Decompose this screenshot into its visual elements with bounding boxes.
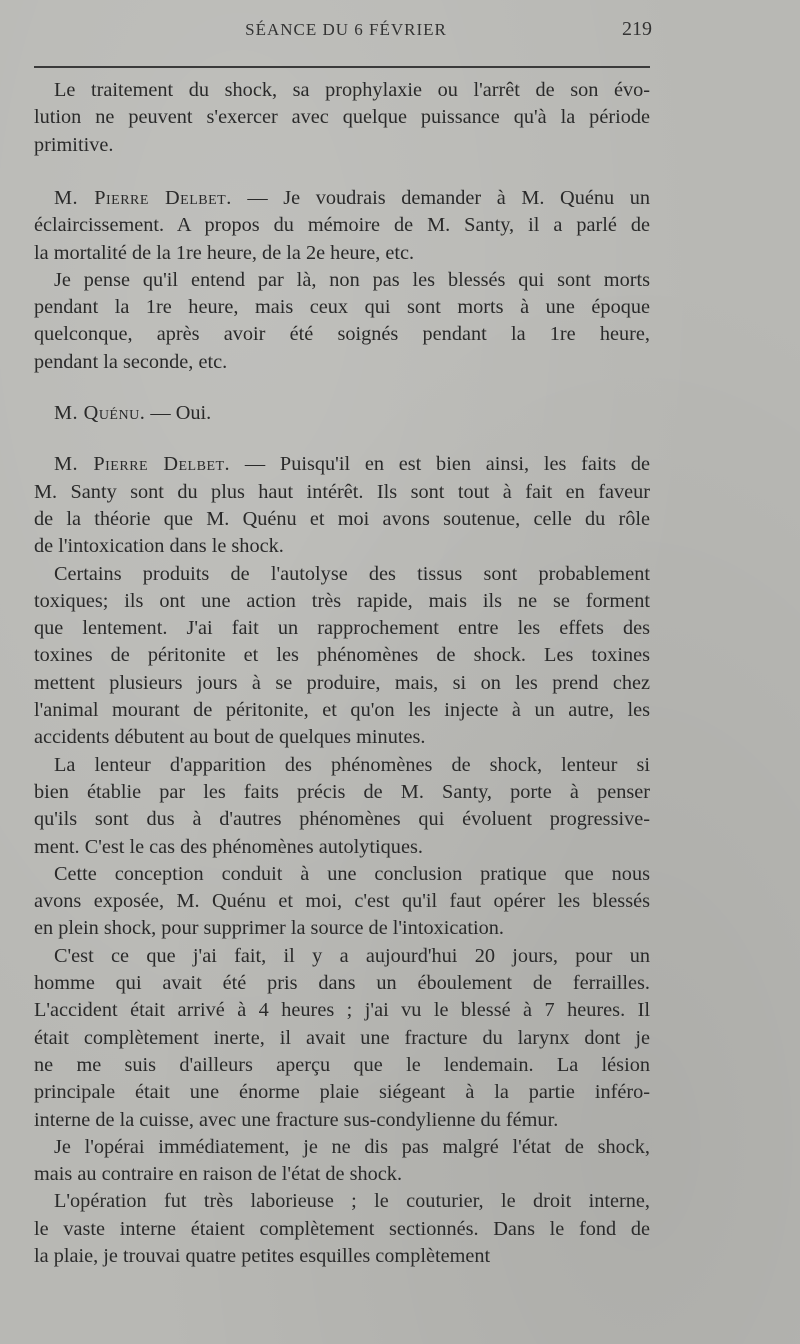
text-line: toxiques; ils ont une action très rapide, mais ils ne se forment xyxy=(34,589,650,612)
text-line: la plaie, je trouvai quatre petites esquilles complètement xyxy=(34,1245,491,1267)
text-line: qu'ils sont dus à d'autres phénomènes qui évoluent progressive- xyxy=(34,808,650,831)
text-line: Certains produits de l'autolyse des tissus sont probablement xyxy=(54,562,650,585)
text-line xyxy=(54,185,650,212)
text-line: de l'intoxication dans le shock. xyxy=(34,535,284,558)
text-line: L'accident était arrivé à 4 heures ; j'ai vu le blessé à 7 heures. Il xyxy=(34,999,650,1022)
body-text xyxy=(34,77,650,1270)
text-line: pendant la 1re heure, mais ceux qui sont morts à une époque xyxy=(34,296,650,319)
text-line: interne de la cuisse, avec une fracture sus-condylienne du fémur. xyxy=(34,1108,559,1131)
page-header xyxy=(36,18,656,48)
speech-text: — Je voudrais demander à M. Quénu un xyxy=(231,186,650,209)
text-line: Je l'opérai immédiatement, je ne dis pas malgré l'état de shock, xyxy=(54,1135,650,1158)
speech-text: — Oui. xyxy=(145,402,212,424)
text-line: ne me suis d'ailleurs aperçu que le lendemain. La lésion xyxy=(34,1053,650,1076)
text-line: La lenteur d'apparition des phénomènes de shock, lenteur si xyxy=(54,753,650,776)
text-line: Le traitement du shock, sa prophylaxie ou l'arrêt de son évo- xyxy=(54,79,650,101)
speech-text: — Puisqu'il en est bien ainsi, les faits de xyxy=(230,453,650,476)
text-line: Cette conception conduit à une conclusion pratique que nous xyxy=(54,862,650,885)
text-line xyxy=(54,400,650,427)
text-line: que lentement. J'ai fait un rapprochement entre les effets des xyxy=(34,617,650,640)
text-line: la mortalité de la 1re heure, de la 2e heure, etc. xyxy=(34,241,415,264)
text-line: bien établie par les faits précis de M. Santy, porte à penser xyxy=(34,780,650,803)
text-line: primitive. xyxy=(34,133,114,156)
text-line: L'opération fut très laborieuse ; le couturier, le droit interne, xyxy=(54,1190,650,1213)
text-line: toxines de péritonite et les phénomènes de shock. Les toxines xyxy=(34,644,650,667)
speaker-name: M. Pierre Delbet. xyxy=(54,453,231,476)
text-line: l'animal mourant de péritonite, et qu'on les injecte à un autre, les xyxy=(34,699,650,721)
text-line: C'est ce que j'ai fait, il y a aujourd'hui 20 jours, pour un xyxy=(54,944,650,967)
text-line xyxy=(54,451,650,478)
text-line: quelconque, après avoir été soignés pendant la 1re heure, xyxy=(34,323,650,346)
text-line: ment. C'est le cas des phénomènes autolytiques. xyxy=(34,835,423,858)
header-rule xyxy=(34,66,650,68)
text-line: éclaircissement. A propos du mémoire de M. Santy, il a parlé de xyxy=(34,214,650,237)
text-line: Je pense qu'il entend par là, non pas les blessés qui sont morts xyxy=(54,268,650,291)
running-title: SÉANCE DU 6 FÉVRIER xyxy=(245,20,447,39)
text-line: homme qui avait été pris dans un éboulement de ferrailles. xyxy=(34,972,650,994)
speaker-name: M. Pierre Delbet. xyxy=(54,186,232,209)
text-line: mettent plusieurs jours à se produire, mais, si on les prend chez xyxy=(34,671,650,694)
speaker-name: M. Quénu. xyxy=(54,402,146,424)
text-line: était complètement inerte, il avait une fracture du larynx dont je xyxy=(34,1026,650,1049)
page-number: 219 xyxy=(622,18,652,40)
text-line: le vaste interne étaient complètement sectionnés. Dans le fond de xyxy=(34,1217,650,1240)
text-line: accidents débutent au bout de quelques minutes. xyxy=(34,726,426,749)
text-line: de la théorie que M. Quénu et moi avons soutenue, celle du rôle xyxy=(34,507,650,530)
text-line: M. Santy sont du plus haut intérêt. Ils sont tout à fait en faveur xyxy=(34,480,650,503)
text-line: mais au contraire en raison de l'état de shock. xyxy=(34,1163,403,1186)
text-line: principale était une énorme plaie siégeant à la partie inféro- xyxy=(34,1081,650,1104)
text-line: en plein shock, pour supprimer la source de l'intoxication. xyxy=(34,917,505,940)
text-line: avons exposée, M. Quénu et moi, c'est qu'il faut opérer les blessés xyxy=(34,890,650,913)
text-line: lution ne peuvent s'exercer avec quelque puissance qu'à la période xyxy=(34,106,650,129)
text-line: pendant la seconde, etc. xyxy=(34,350,228,373)
